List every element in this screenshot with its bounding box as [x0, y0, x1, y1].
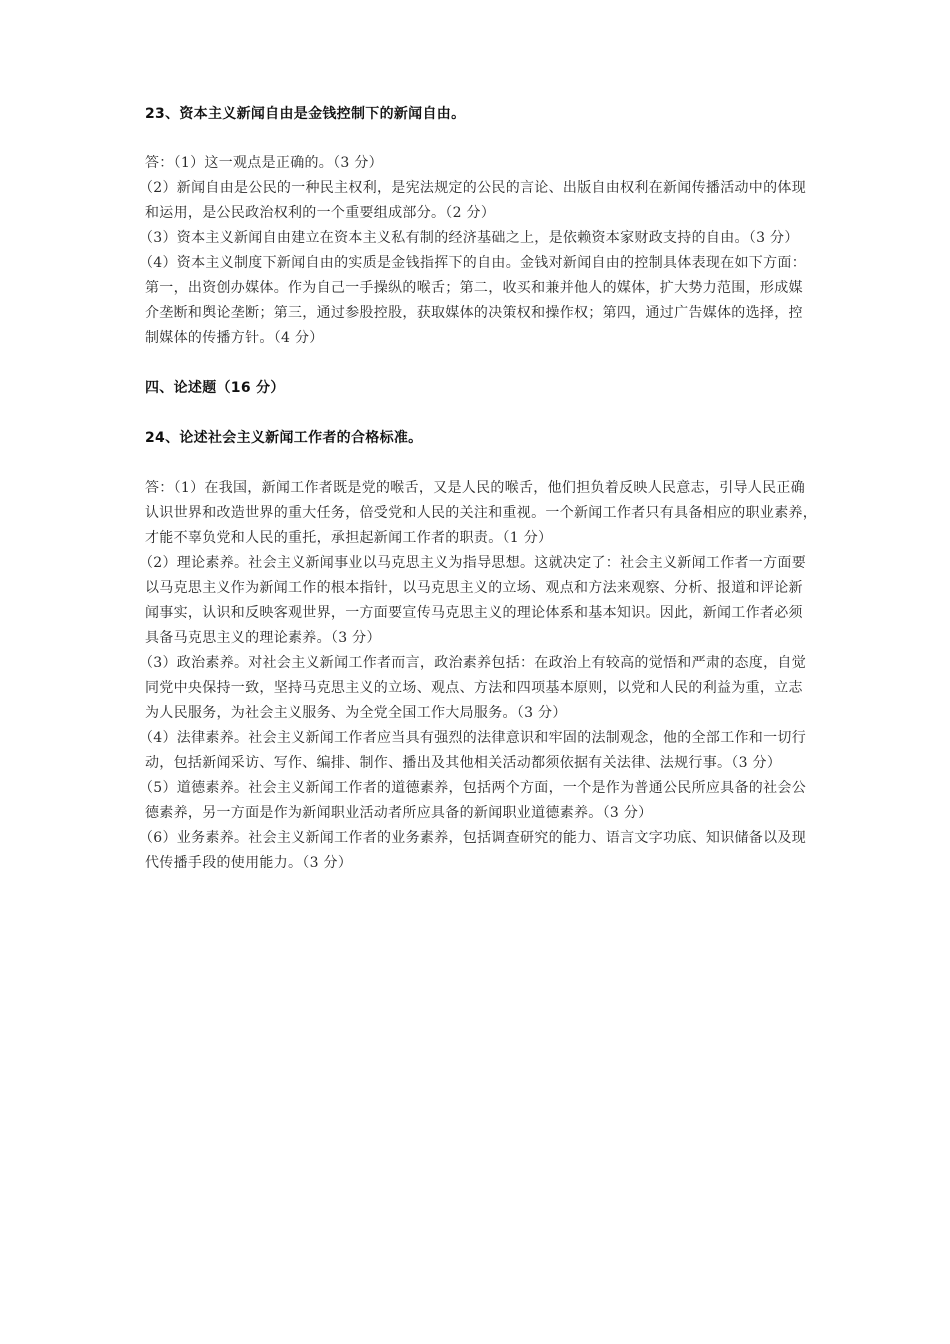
text-line: （6）业务素养。社会主义新闻工作者的业务素养，包括调查研究的能力、语言文字功底、知识储备以及现: [139, 830, 807, 846]
heading: 23、资本主义新闻自由是金钱控制下的新闻自由。: [145, 106, 466, 122]
answer-paragraph: [139, 651, 815, 726]
answer-paragraph: [139, 176, 815, 226]
answer-paragraph: [139, 251, 815, 351]
answer-paragraph: [139, 226, 815, 251]
question-24-title: [145, 426, 815, 451]
text-line: 介垄断和舆论垄断；第三，通过参股控股，获取媒体的决策权和操作权；第四，通过广告媒体的选择，控: [145, 305, 803, 321]
text-line: 答：（1）在我国，新闻工作者既是党的喉舌，又是人民的喉舌，他们担负着反映人民意志，引导人民正确: [145, 480, 806, 496]
answer-paragraph: [145, 151, 815, 176]
text-line: 闻事实，认识和反映客观世界，一方面要宣传马克思主义的理论体系和基本知识。因此，新闻工作者必须: [145, 605, 803, 621]
text-line: （2）理论素养。社会主义新闻事业以马克思主义为指导思想。这就决定了：社会主义新闻工作者一方面要: [139, 555, 807, 571]
text-line: 以马克思主义作为新闻工作的根本指针，以马克思主义的立场、观点和方法来观察、分析、报道和评论新: [145, 580, 803, 596]
answer-paragraph: [139, 826, 815, 876]
answer-paragraph: [145, 476, 818, 551]
text-line: 制媒体的传播方针。（4 分）: [145, 330, 324, 346]
text-line: 答：（1）这一观点是正确的。（3 分）: [145, 155, 383, 171]
text-line: 具备马克思主义的理论素养。（3 分）: [145, 630, 381, 646]
section-4-title: [145, 376, 815, 401]
text-line: （3）政治素养。对社会主义新闻工作者而言，政治素养包括：在政治上有较高的觉悟和严肃的态度，自觉: [139, 655, 807, 671]
answer-paragraph: [139, 726, 815, 776]
question-23-answer: [139, 151, 815, 351]
text-line: 认识世界和改造世界的重大任务，倍受党和人民的关注和重视。一个新闻工作者只有具备相应的职业素养，: [145, 505, 818, 521]
text-line: 同党中央保持一致，坚持马克思主义的立场、观点、方法和四项基本原则，以党和人民的利益为重，立志: [145, 680, 803, 696]
answer-paragraph: [139, 551, 815, 651]
text-line: 动，包括新闻采访、写作、编排、制作、播出及其他相关活动都须依据有关法律、法规行事。（3 分）: [145, 755, 782, 771]
question-24-answer: [139, 476, 818, 876]
answer-paragraph: [139, 776, 815, 826]
question-23-title: [145, 102, 815, 127]
text-line: 和运用，是公民政治权利的一个重要组成部分。（2 分）: [145, 205, 496, 221]
text-line: 代传播手段的使用能力。（3 分）: [145, 855, 353, 871]
text-line: （5）道德素养。社会主义新闻工作者的道德素养，包括两个方面，一个是作为普通公民所应具备的社会公: [139, 780, 807, 796]
text-line: （3）资本主义新闻自由建立在资本主义私有制的经济基础之上，是依赖资本家财政支持的自由。（3 分）: [139, 230, 799, 246]
heading: 24、论述社会主义新闻工作者的合格标准。: [145, 430, 423, 446]
heading: 四、论述题（16 分）: [145, 380, 285, 396]
text-line: （2）新闻自由是公民的一种民主权利，是宪法规定的公民的言论、出版自由权利在新闻传播活动中的体现: [139, 180, 807, 196]
text-line: 才能不辜负党和人民的重托，承担起新闻工作者的职责。（1 分）: [145, 530, 553, 546]
text-line: 为人民服务，为社会主义服务、为全党全国工作大局服务。（3 分）: [145, 705, 567, 721]
text-line: （4）法律素养。社会主义新闻工作者应当具有强烈的法律意识和牢固的法制观念，他的全部工作和一切行: [139, 730, 807, 746]
text-line: （4）资本主义制度下新闻自由的实质是金钱指挥下的自由。金钱对新闻自由的控制具体表现在如下方面：: [139, 255, 807, 271]
text-line: 第一，出资创办媒体。作为自己一手操纵的喉舌；第二，收买和兼并他人的媒体，扩大势力范围，形成媒: [145, 280, 803, 296]
text-line: 德素养，另一方面是作为新闻职业活动者所应具备的新闻职业道德素养。（3 分）: [145, 805, 653, 821]
